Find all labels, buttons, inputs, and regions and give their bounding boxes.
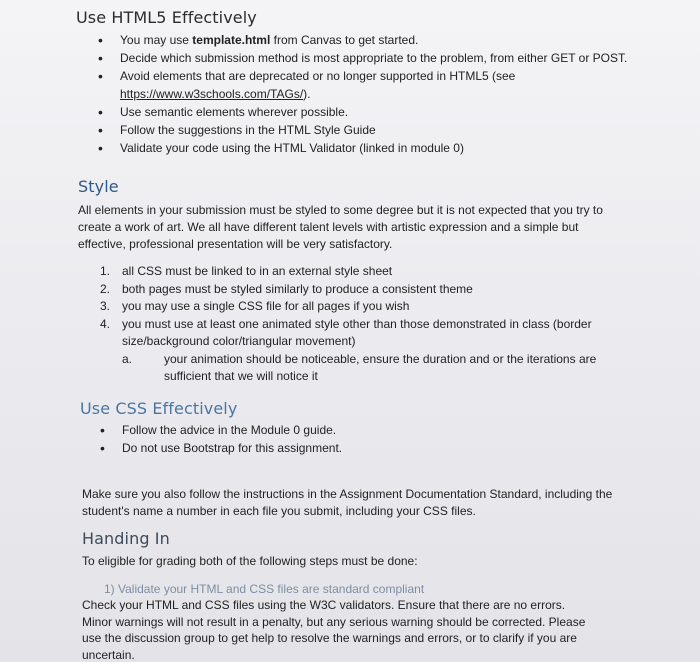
style-heading: Style xyxy=(78,177,119,196)
sub-list-item: a. your animation should be noticeable, ensure the duration and or the iterations are sufficient that we will notice it xyxy=(122,351,597,383)
list-item: 3. you may use a single CSS file for all pages if you wish xyxy=(100,299,410,313)
list-item: • Follow the advice in the Module 0 guide. xyxy=(100,421,500,439)
css-list xyxy=(100,421,500,457)
list-item: 1. all CSS must be linked to in an external style sheet xyxy=(100,264,393,278)
html5-list xyxy=(98,31,658,157)
w3schools-link[interactable]: https://www.w3schools.com/TAGs/ xyxy=(120,87,304,101)
list-item: • Follow the suggestions in the HTML Style Guide xyxy=(98,121,658,139)
html5-heading: Use HTML5 Effectively xyxy=(76,8,257,27)
step1-text: Check your HTML and CSS files using the W3C validators. Ensure that there are no errors. Minor warnings will not result in a penalty, but any serious warning should be corrected. Please use the discussion group to get help to resolve the warnings and errors, or to clarify if you are uncertain. xyxy=(82,598,586,662)
list-item: 4. you must use at least one animated style other than those demonstrated in class (border size/background color/triangular movement) a. your animation should be noticeable, ensure the duration and or the iterations are sufficient that we will notice it xyxy=(100,316,600,385)
handing-in-intro: To eligible for grading both of the following steps must be done: xyxy=(82,554,418,568)
template-file-name: template.html xyxy=(192,33,271,47)
list-item: • Do not use Bootstrap for this assignment. xyxy=(100,439,500,457)
handing-in-heading: Handing In xyxy=(82,529,170,548)
style-intro: All elements in your submission must be styled to some degree but it is not expected that you try to create a work of art. We all have different talent levels with artistic expression and a simple but effective, professional presentation will be very satisfactory. xyxy=(78,203,603,251)
list-item: • Use semantic elements wherever possible. xyxy=(98,103,658,121)
list-item: 2. both pages must be styled similarly to produce a consistent theme xyxy=(100,281,473,296)
step1-heading: 1) Validate your HTML and CSS files are standard compliant xyxy=(104,582,425,596)
list-item: • Decide which submission method is most appropriate to the problem, from either GET or POST. xyxy=(98,49,658,67)
documentation-note: Make sure you also follow the instructions in the Assignment Documentation Standard, including the student's name a number in each file you submit, including your CSS files. xyxy=(82,487,613,518)
list-item: • Avoid elements that are deprecated or no longer supported in HTML5 (see https://www.w3schools.com/TAGs/). xyxy=(98,67,658,103)
css-heading: Use CSS Effectively xyxy=(80,399,238,418)
list-item: • You may use template.html from Canvas to get started. xyxy=(98,31,658,49)
style-list xyxy=(100,263,600,385)
list-item: • Validate your code using the HTML Validator (linked in module 0) xyxy=(98,139,658,157)
